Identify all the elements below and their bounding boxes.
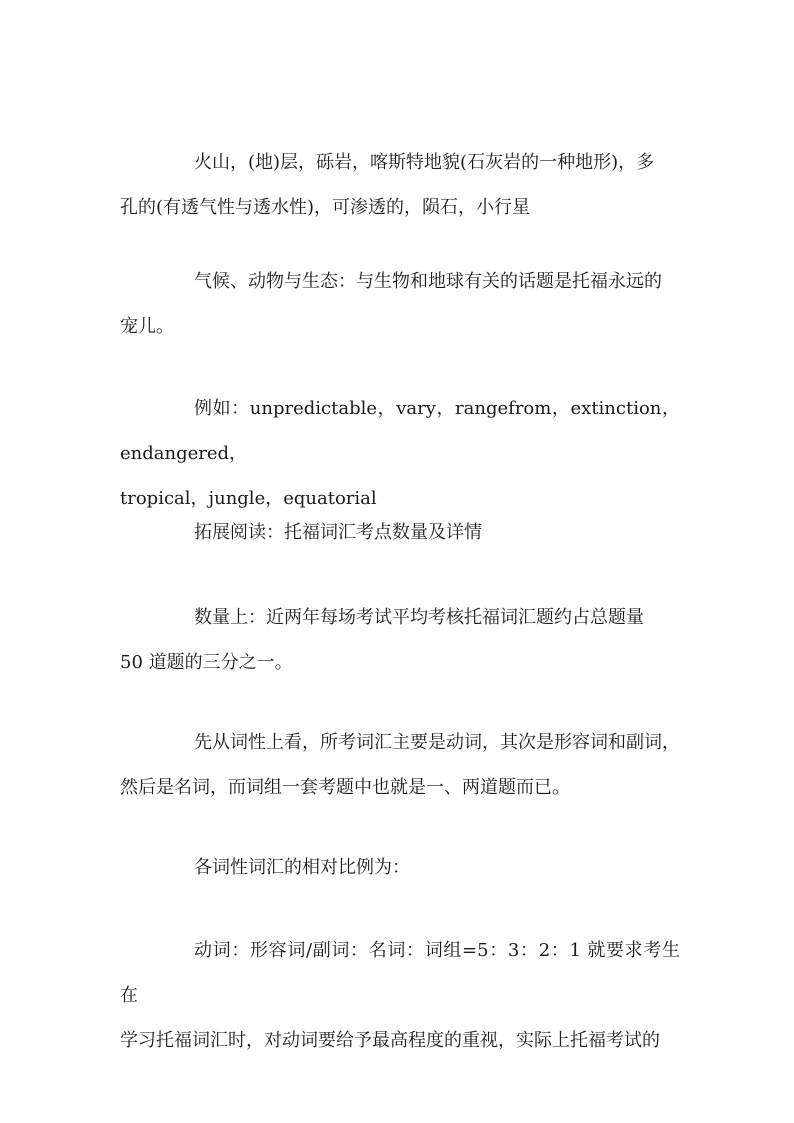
- text-line: 火山，(地)层，砾岩，喀斯特地貌(石灰岩的一种地形)，多: [194, 152, 655, 173]
- paragraph-ratio-heading: [120, 845, 680, 890]
- text-line: 然后是名词，而词组一套考题中也就是一、两道题而已。: [120, 777, 570, 798]
- text-line: 宠儿。: [120, 316, 174, 337]
- paragraph-examples: [120, 386, 680, 521]
- paragraph-geology-terms: [120, 140, 680, 230]
- text-line: 例如：unpredictable，vary，rangefrom，extinction，endangered，: [120, 398, 680, 464]
- paragraph-ratio-detail: [120, 928, 680, 1063]
- text-line: 气候、动物与生态：与生物和地球有关的话题是托福永远的: [194, 271, 662, 292]
- text-line: 孔的(有透气性与透水性)，可渗透的，陨石，小行星: [120, 197, 531, 218]
- text-line: 先从词性上看，所考词汇主要是动词，其次是形容词和副词，: [194, 732, 680, 753]
- paragraph-climate-ecology: [120, 259, 680, 349]
- paragraph-quantity: [120, 595, 680, 685]
- text-line: 动词：形容词/副词：名词：词组=5：3：2：1 就要求考生在: [120, 940, 680, 1006]
- paragraph-extended-reading: [120, 510, 680, 555]
- text-line: 数量上：近两年每场考试平均考核托福词汇题约占总题量: [194, 607, 644, 628]
- text-line: 各词性词汇的相对比例为：: [194, 857, 410, 878]
- text-line: 学习托福词汇时，对动词要给予最高程度的重视，实际上托福考试的: [120, 1030, 660, 1051]
- paragraph-part-of-speech: [120, 720, 680, 810]
- text-line: 拓展阅读：托福词汇考点数量及详情: [194, 522, 482, 543]
- text-line: tropical，jungle，equatorial: [120, 488, 377, 509]
- text-line: 50 道题的三分之一。: [120, 652, 293, 673]
